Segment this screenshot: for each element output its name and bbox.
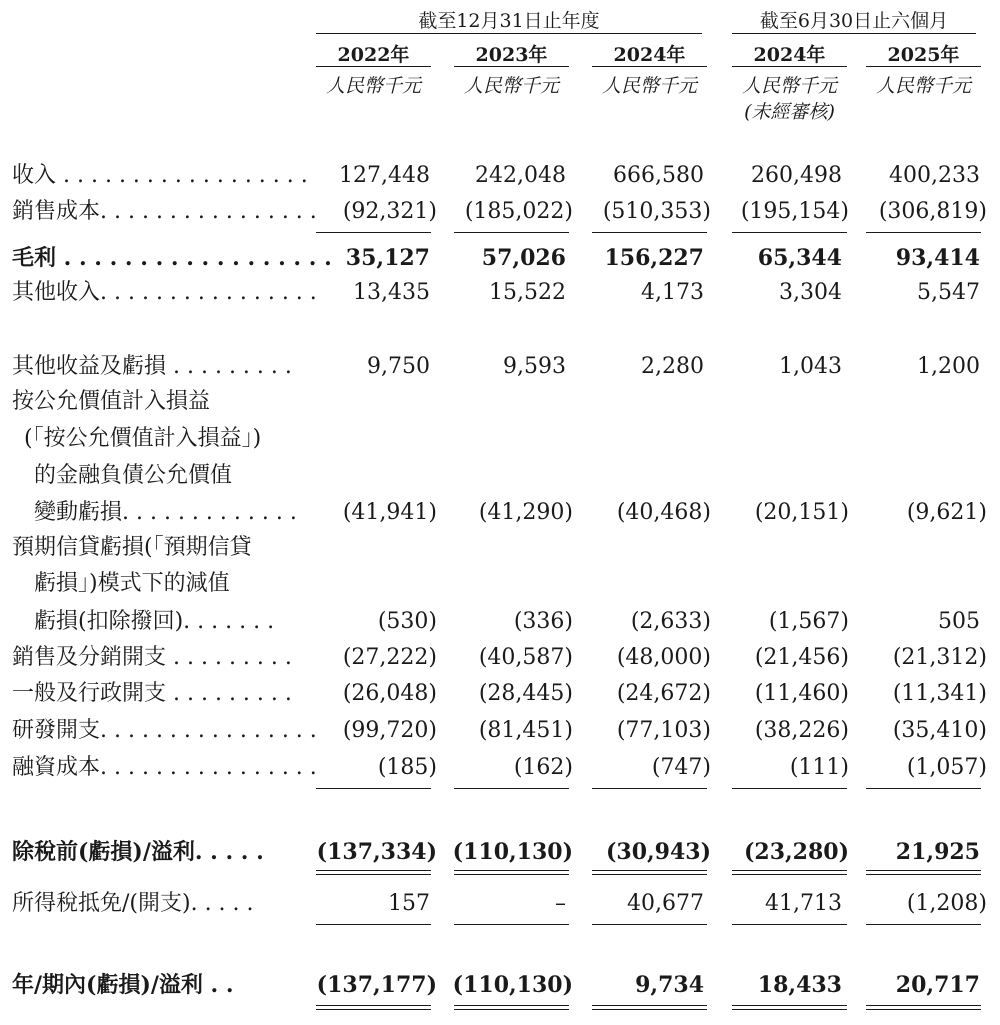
row-value-col4: (111): [789, 755, 849, 780]
row-value-col3: 2,280: [641, 354, 704, 379]
double-rule-col5: [866, 870, 981, 875]
row-value-col5: 21,925: [895, 839, 980, 865]
subtotal-rule-col5: [866, 232, 981, 233]
row-value-col3: (77,103): [616, 718, 711, 743]
subtotal-rule-col2: [454, 924, 569, 925]
row-value-col5: (11,341): [892, 681, 987, 706]
row-label: 一般及行政開支 . . . . . . . . .: [12, 681, 292, 706]
year-header-col2: 2023年: [475, 44, 548, 66]
row-value-col5: 93,414: [895, 245, 980, 271]
row-value-col2: (336): [513, 609, 573, 634]
row-value-col3: 666,580: [613, 163, 704, 188]
year-header-col5: 2025年: [887, 44, 960, 66]
row-value-col2: (185,022): [464, 199, 573, 224]
row-value-col2: 15,522: [489, 280, 566, 305]
double-rule-col5: [866, 1005, 981, 1010]
table-row-profit-before-tax: [0, 834, 1000, 870]
row-value-col5: (1,057): [906, 755, 987, 780]
row-value-col1: (137,177): [316, 972, 437, 998]
row-value-col1: (99,720): [342, 718, 437, 743]
subtotal-rule-col3: [592, 232, 707, 233]
row-value-col4: (20,151): [754, 500, 849, 525]
subtotal-rule-col4: [732, 232, 847, 233]
row-value-col5: 400,233: [889, 163, 980, 188]
row-value-col2: 242,048: [475, 163, 566, 188]
row-value-col2: (110,130): [452, 839, 573, 865]
row-value-col4: (195,154): [740, 199, 849, 224]
row-label-line: 預期信貸虧損(「預期信貸: [12, 535, 252, 560]
row-label: 毛利 . . . . . . . . . . . . . . . . . .: [12, 245, 332, 271]
row-value-col2: (81,451): [478, 718, 573, 743]
subtotal-rule-col5: [866, 924, 981, 925]
row-label: 所得稅抵免/(開支). . . . .: [12, 891, 254, 916]
subtotal-rule-col1: [316, 232, 431, 233]
subtotal-rule-col3: [592, 788, 707, 789]
group-rule-fiscal-year: [316, 33, 702, 34]
unit-header-col2: 人民幣千元: [463, 75, 559, 97]
table-row-rnd-expenses: [0, 713, 1000, 749]
table-row-selling-expenses: [0, 640, 1000, 676]
table-row-fvtpl-loss: [0, 495, 1000, 531]
row-label: 虧損(扣除撥回). . . . . . .: [34, 609, 275, 634]
double-rule-col3: [592, 870, 707, 875]
row-value-col3: (2,633): [630, 609, 711, 634]
table-row-net-profit: [0, 967, 1000, 1003]
group-title-six-months: 截至6月30日止六個月: [759, 10, 949, 32]
double-rule-col1: [316, 870, 431, 875]
table-row-other-income: [0, 275, 1000, 311]
double-rule-col4: [732, 870, 847, 875]
year-underline-col4: [732, 66, 847, 67]
row-value-col1: 127,448: [339, 163, 430, 188]
group-title-fiscal-year: 截至12月31日止年度: [418, 10, 600, 32]
row-label: 變動虧損. . . . . . . . . . . . .: [34, 500, 297, 525]
subtotal-rule-col2: [454, 788, 569, 789]
row-value-col4: 3,304: [779, 280, 842, 305]
row-label: 融資成本. . . . . . . . . . . . . . . .: [12, 755, 317, 780]
unaudited-note: (未經審核): [744, 101, 835, 123]
year-underline-col1: [316, 66, 431, 67]
row-value-col1: 157: [388, 891, 430, 916]
row-value-col2: 57,026: [481, 245, 566, 271]
table-row-finance-costs: [0, 750, 1000, 786]
row-label: 其他收益及虧損 . . . . . . . . .: [12, 354, 292, 379]
year-underline-col2: [454, 66, 569, 67]
table-row-income-tax: [0, 886, 1000, 922]
row-value-col3: 4,173: [641, 280, 704, 305]
row-value-col4: (23,280): [743, 839, 849, 865]
row-value-col3: (48,000): [616, 645, 711, 670]
row-label: 銷售成本. . . . . . . . . . . . . . . .: [12, 199, 317, 224]
year-header-col1: 2022年: [337, 44, 410, 66]
row-value-col3: (24,672): [616, 681, 711, 706]
unit-header-col5: 人民幣千元: [875, 75, 971, 97]
row-value-col5: (21,312): [892, 645, 987, 670]
row-label: 其他收入. . . . . . . . . . . . . . . .: [12, 280, 317, 305]
table-row-other-gains-losses: [0, 349, 1000, 385]
row-value-col5: (9,621): [906, 500, 987, 525]
row-value-col5: (35,410): [892, 718, 987, 743]
row-label: 年/期內(虧損)/溢利 . .: [12, 972, 234, 998]
row-label: 除稅前(虧損)/溢利. . . . .: [12, 839, 264, 865]
subtotal-rule-col3: [592, 924, 707, 925]
row-value-col4: (11,460): [754, 681, 849, 706]
unit-header-col3: 人民幣千元: [601, 75, 697, 97]
row-value-col4: 260,498: [751, 163, 842, 188]
double-rule-col4: [732, 1005, 847, 1010]
subtotal-rule-col4: [732, 924, 847, 925]
row-label-line: 的金融負債公允價值: [34, 463, 233, 488]
row-value-col1: 9,750: [367, 354, 430, 379]
unit-header-col1: 人民幣千元: [325, 75, 421, 97]
row-value-col1: (27,222): [342, 645, 437, 670]
row-value-col4: (1,567): [768, 609, 849, 634]
table-row-cost-of-sales: [0, 194, 1000, 230]
row-value-col1: 13,435: [353, 280, 430, 305]
table-row-ecl-impairment: [0, 604, 1000, 640]
year-header-col3: 2024年: [613, 44, 686, 66]
row-value-col4: 41,713: [765, 891, 842, 916]
row-label-line: 按公允價值計入損益: [12, 389, 211, 414]
row-value-col1: (92,321): [342, 199, 437, 224]
subtotal-rule-col1: [316, 788, 431, 789]
row-value-col5: 1,200: [917, 354, 980, 379]
row-value-col2: 9,593: [503, 354, 566, 379]
row-value-col1: (26,048): [342, 681, 437, 706]
double-rule-col2: [454, 870, 569, 875]
row-value-col3: (40,468): [616, 500, 711, 525]
year-underline-col5: [866, 66, 981, 67]
year-header-col4: 2024年: [753, 44, 826, 66]
row-value-col1: 35,127: [345, 245, 430, 271]
row-value-col4: (38,226): [754, 718, 849, 743]
row-value-col3: (747): [651, 755, 711, 780]
row-value-col5: 505: [938, 609, 980, 634]
row-value-col3: 40,677: [627, 891, 704, 916]
row-value-col5: (1,208): [906, 891, 987, 916]
row-value-col2: (162): [513, 755, 573, 780]
row-value-col1: (41,941): [342, 500, 437, 525]
row-value-col3: (30,943): [605, 839, 711, 865]
row-value-col2: (41,290): [478, 500, 573, 525]
row-value-col3: (510,353): [602, 199, 711, 224]
row-value-col1: (530): [377, 609, 437, 634]
row-label: 研發開支. . . . . . . . . . . . . . . .: [12, 718, 317, 743]
table-row-gross-profit: [0, 240, 1000, 276]
row-value-col4: 65,344: [757, 245, 842, 271]
row-value-col3: 9,734: [635, 972, 704, 998]
subtotal-rule-col1: [316, 924, 431, 925]
row-label: 銷售及分銷開支 . . . . . . . . .: [12, 645, 292, 670]
year-underline-col3: [592, 66, 707, 67]
row-label: 收入 . . . . . . . . . . . . . . . . . .: [12, 163, 308, 188]
row-value-col5: 20,717: [895, 972, 980, 998]
subtotal-rule-col5: [866, 788, 981, 789]
row-value-col3: 156,227: [604, 245, 704, 271]
subtotal-rule-col2: [454, 232, 569, 233]
row-value-col4: (21,456): [754, 645, 849, 670]
row-value-col2: (28,445): [478, 681, 573, 706]
double-rule-col2: [454, 1005, 569, 1010]
subtotal-rule-col4: [732, 788, 847, 789]
table-row-admin-expenses: [0, 676, 1000, 712]
row-value-col1: (185): [377, 755, 437, 780]
double-rule-col1: [316, 1005, 431, 1010]
row-label-line: 虧損」)模式下的減值: [34, 571, 230, 596]
row-value-col4: 1,043: [779, 354, 842, 379]
group-rule-six-months: [732, 33, 976, 34]
double-rule-col3: [592, 1005, 707, 1010]
row-value-col5: (306,819): [878, 199, 987, 224]
row-label-line: (「按公允價值計入損益」): [24, 426, 262, 451]
row-value-col4: 18,433: [757, 972, 842, 998]
unit-header-col4: 人民幣千元: [741, 75, 837, 97]
table-row-revenue: [0, 158, 1000, 194]
row-value-col1: (137,334): [316, 839, 437, 865]
row-value-col2: (40,587): [478, 645, 573, 670]
row-value-col5: 5,547: [917, 280, 980, 305]
row-value-col2: (110,130): [452, 972, 573, 998]
row-value-col2: –: [555, 891, 566, 916]
